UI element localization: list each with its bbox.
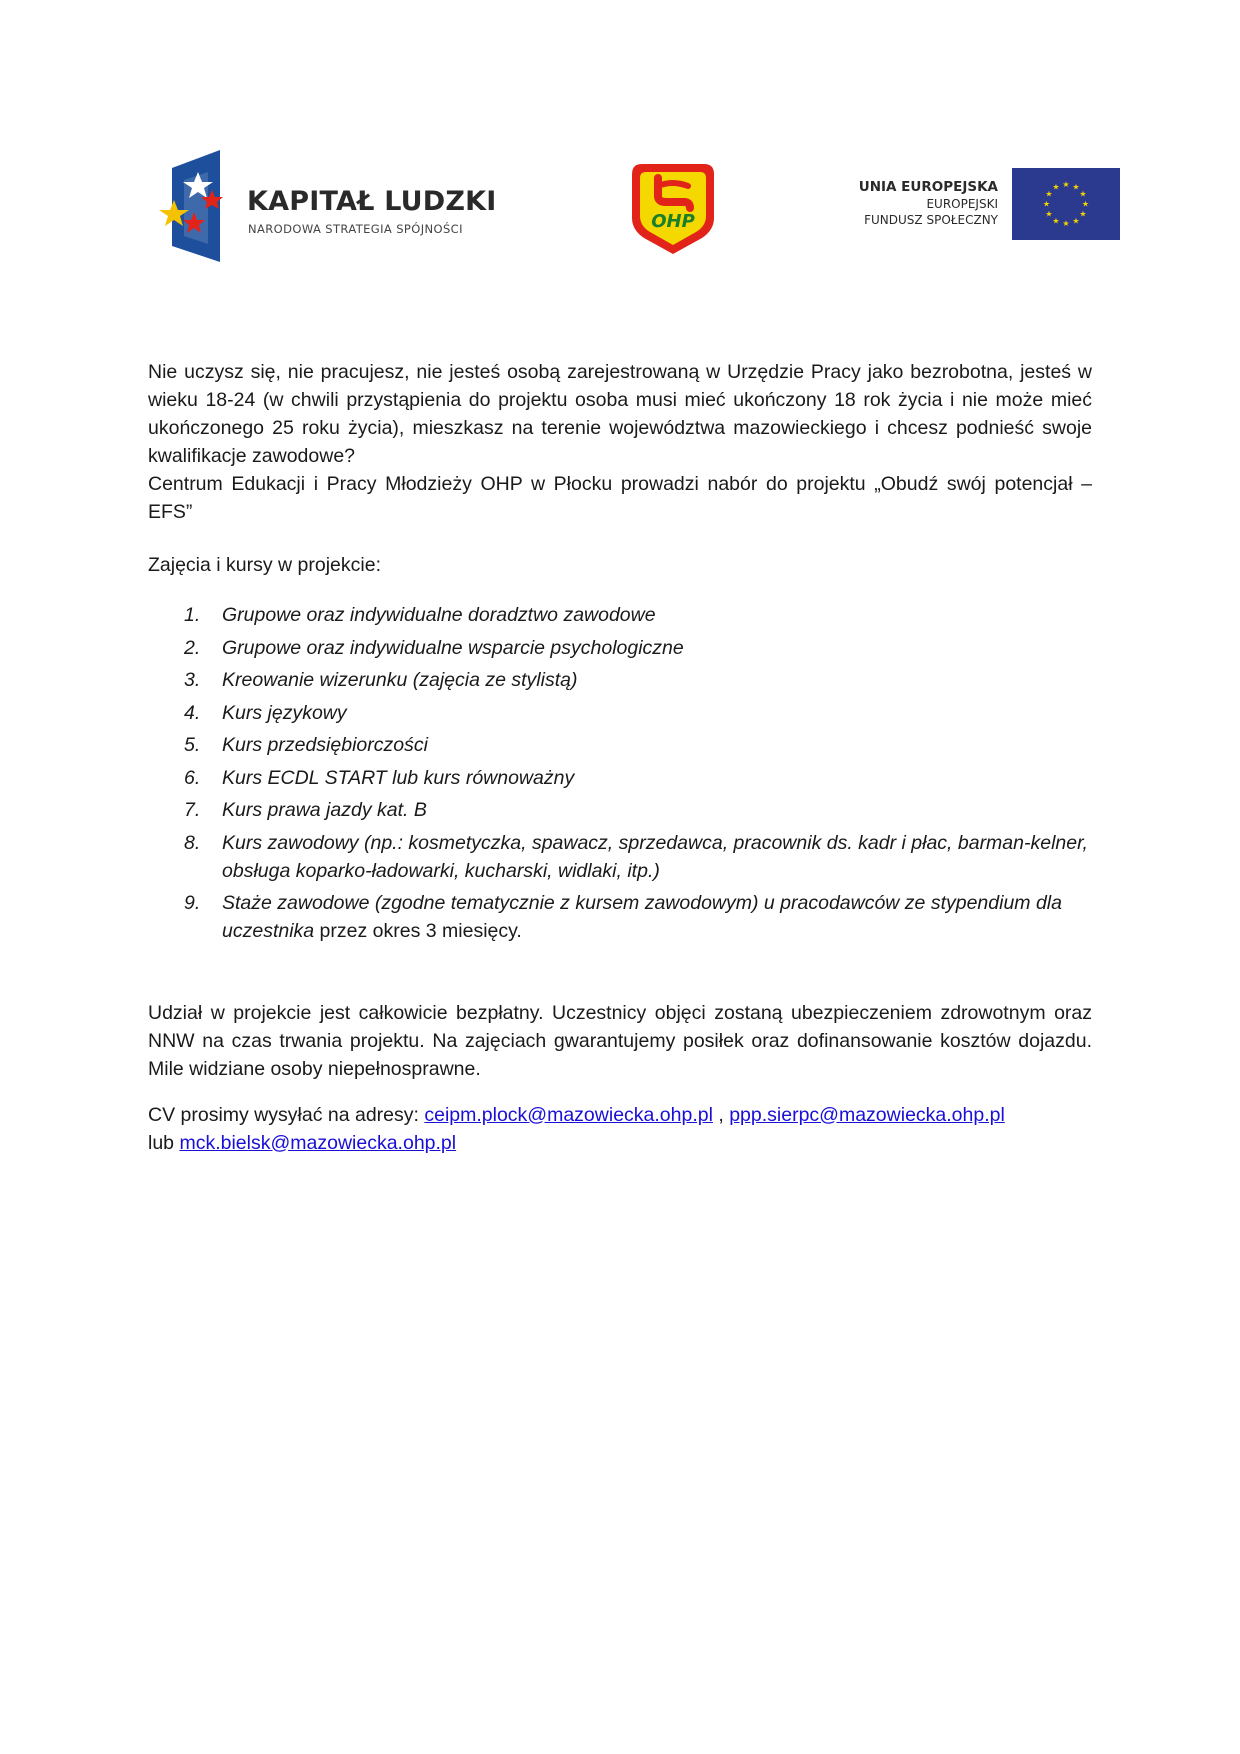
document-body bbox=[148, 358, 1092, 1157]
ue-efs-logo bbox=[845, 168, 1120, 242]
course-text: Kurs językowy bbox=[222, 701, 347, 724]
course-number: 8. bbox=[184, 831, 201, 854]
courses-heading: Zajęcia i kursy w projekcie: bbox=[148, 554, 381, 576]
ue-text-block bbox=[859, 178, 998, 228]
course-text: Grupowe oraz indywidualne wsparcie psychologiczne bbox=[222, 636, 684, 659]
svg-text:★: ★ bbox=[1079, 189, 1087, 199]
course-number: 1. bbox=[184, 604, 201, 626]
svg-text:★: ★ bbox=[1045, 189, 1053, 199]
kapital-ludzki-title: KAPITAŁ LUDZKI bbox=[247, 186, 497, 217]
svg-text:★: ★ bbox=[1079, 209, 1087, 219]
course-text: Staże zawodowe (zgodne tematycznie z kursem zawodowym) u pracodawców ze stypendium dla uczestnika bbox=[222, 892, 1062, 942]
course-item bbox=[148, 699, 1092, 727]
cv-separator: , bbox=[712, 1103, 730, 1126]
cv-paragraph bbox=[148, 1101, 1092, 1157]
svg-text:★: ★ bbox=[1081, 199, 1090, 209]
course-text: Kurs przedsiębiorczości bbox=[222, 734, 428, 756]
course-item bbox=[148, 764, 1092, 792]
cv-prefix: CV prosimy wysyłać na adresy: bbox=[148, 1103, 425, 1126]
course-number: 3. bbox=[184, 669, 201, 691]
ue-line-1: UNIA EUROPEJSKA bbox=[858, 179, 998, 195]
ue-line-3: FUNDUSZ SPOŁECZNY bbox=[864, 213, 998, 227]
course-number: 9. bbox=[184, 892, 201, 914]
svg-text:★: ★ bbox=[1042, 199, 1051, 209]
course-number: 7. bbox=[184, 799, 201, 821]
email-link-bielsk[interactable]: mck.bielsk@mazowiecka.ohp.pl bbox=[179, 1131, 457, 1154]
eu-flag-icon bbox=[1012, 168, 1120, 240]
course-item bbox=[148, 796, 1092, 824]
participation-paragraph: Udział w projekcie jest całkowicie bezpłatny. Uczestnicy objęci zostaną ubezpieczeniem zdrowotnym oraz NNW na czas trwania projektu. Na zajęciach gwarantujemy posiłek oraz dofinansowanie kosztów dojazdu. Mile widziane osoby niepełnosprawne. bbox=[148, 1001, 1092, 1080]
course-item bbox=[148, 889, 1092, 945]
course-item bbox=[148, 666, 1092, 694]
course-text: Kurs prawa jazdy kat. B bbox=[222, 799, 427, 821]
kapital-ludzki-logo bbox=[150, 150, 510, 262]
kapital-ludzki-emblem-icon bbox=[150, 150, 240, 262]
svg-text:★: ★ bbox=[1045, 209, 1053, 219]
svg-text:★: ★ bbox=[1052, 182, 1060, 192]
svg-text:★: ★ bbox=[1062, 219, 1070, 228]
course-number: 6. bbox=[184, 766, 201, 789]
course-text: Kurs zawodowy (np.: kosmetyczka, spawacz, sprzedawca, pracownik ds. kadr i płac, barman-kelner, obsługa koparko-ładowarki, kucharski, widlaki, itp.) bbox=[222, 831, 1088, 882]
intro-paragraph: Nie uczysz się, nie pracujesz, nie jesteś osobą zarejestrowaną w Urzędzie Pracy jako bezrobotna, jesteś w wieku 18-24 (w chwili przystąpienia do projektu osoba musi mieć ukończony 18 rok życia i nie może mieć ukończonego 25 roku życia), mieszkasz na terenie województwa mazowieckiego i chcesz podnieść swoje kwalifikacje zawodowe? bbox=[148, 361, 1092, 467]
course-number: 5. bbox=[184, 734, 201, 756]
email-link-plock[interactable]: ceipm.plock@mazowiecka.ohp.pl bbox=[424, 1103, 713, 1126]
email-link-sierpc[interactable]: ppp.sierpc@mazowiecka.ohp.pl bbox=[729, 1103, 1005, 1126]
svg-text:★: ★ bbox=[1072, 182, 1080, 192]
course-item bbox=[148, 829, 1092, 885]
ohp-logo bbox=[628, 160, 718, 256]
course-text: Kurs ECDL START lub kurs równoważny bbox=[222, 766, 575, 789]
course-item bbox=[148, 634, 1092, 662]
course-text: Kreowanie wizerunku (zajęcia ze stylistą) bbox=[222, 669, 578, 691]
kapital-ludzki-subtitle: NARODOWA STRATEGIA SPÓJNOŚCI bbox=[248, 222, 463, 236]
ohp-label: OHP bbox=[651, 211, 695, 232]
course-text: Grupowe oraz indywidualne doradztwo zawodowe bbox=[222, 604, 656, 626]
ohp-emblem-icon bbox=[628, 160, 718, 256]
ue-line-2: EUROPEJSKI bbox=[926, 197, 998, 211]
course-item bbox=[148, 601, 1092, 629]
course-number: 4. bbox=[184, 701, 201, 724]
svg-text:★: ★ bbox=[1062, 180, 1070, 189]
header-logos bbox=[0, 0, 1240, 280]
svg-text:★: ★ bbox=[1072, 216, 1080, 226]
course-number: 2. bbox=[184, 636, 201, 659]
centrum-paragraph: Centrum Edukacji i Pracy Młodzieży OHP w Płocku prowadzi nabór do projektu „Obudź swój potencjał – EFS” bbox=[148, 473, 1092, 523]
courses-list bbox=[148, 601, 1092, 945]
course-text-plain: przez okres 3 miesięcy. bbox=[314, 920, 522, 942]
cv-or: lub bbox=[148, 1131, 180, 1154]
course-item bbox=[148, 731, 1092, 759]
svg-text:★: ★ bbox=[1052, 216, 1060, 226]
